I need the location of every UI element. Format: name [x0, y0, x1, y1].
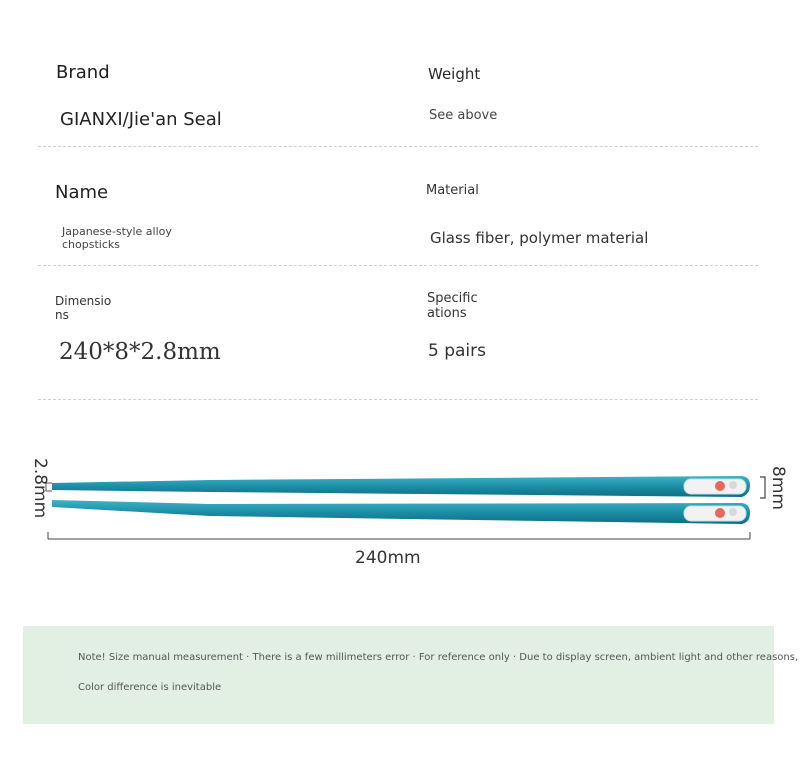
dimensions-label-line1: Dimensio	[55, 294, 112, 308]
dimensions-label-line2: ns	[55, 308, 69, 322]
dimensions-value: 240*8*2.8mm	[59, 339, 221, 365]
note-box	[23, 626, 774, 724]
brand-label: Brand	[56, 62, 110, 83]
seal-decoration-icon	[729, 481, 737, 489]
specifications-value: 5 pairs	[428, 341, 486, 361]
note-line2: Color difference is inevitable	[78, 682, 222, 693]
thickness-label: 2.8mm	[30, 458, 50, 519]
seal-decoration-icon	[729, 508, 737, 516]
material-label: Material	[426, 183, 479, 198]
specifications-label-line2: ations	[427, 306, 467, 321]
length-label: 240mm	[355, 548, 421, 568]
weight-value: See above	[429, 108, 498, 123]
width-bracket	[760, 477, 765, 498]
brand-value: GIANXI/Jie'an Seal	[60, 109, 222, 130]
note-line1: Note! Size manual measurement · There is a few millimeters error · For reference only · Due to display screen, ambient light and other reasons,	[78, 652, 799, 663]
material-value: Glass fiber, polymer material	[430, 229, 649, 247]
specifications-label-line1: Specific	[427, 291, 478, 306]
name-value-line2: chopsticks	[62, 238, 120, 251]
name-value-line1: Japanese-style alloy	[62, 225, 172, 238]
seal-decoration-icon	[715, 481, 725, 491]
divider	[38, 146, 758, 147]
weight-label: Weight	[428, 65, 481, 83]
seal-decoration-icon	[715, 508, 725, 518]
chopstick-top	[52, 476, 750, 497]
name-label: Name	[55, 182, 109, 203]
chopstick-bottom	[52, 500, 750, 524]
divider	[38, 265, 758, 266]
width-label: 8mm	[768, 466, 788, 510]
divider	[38, 399, 758, 400]
